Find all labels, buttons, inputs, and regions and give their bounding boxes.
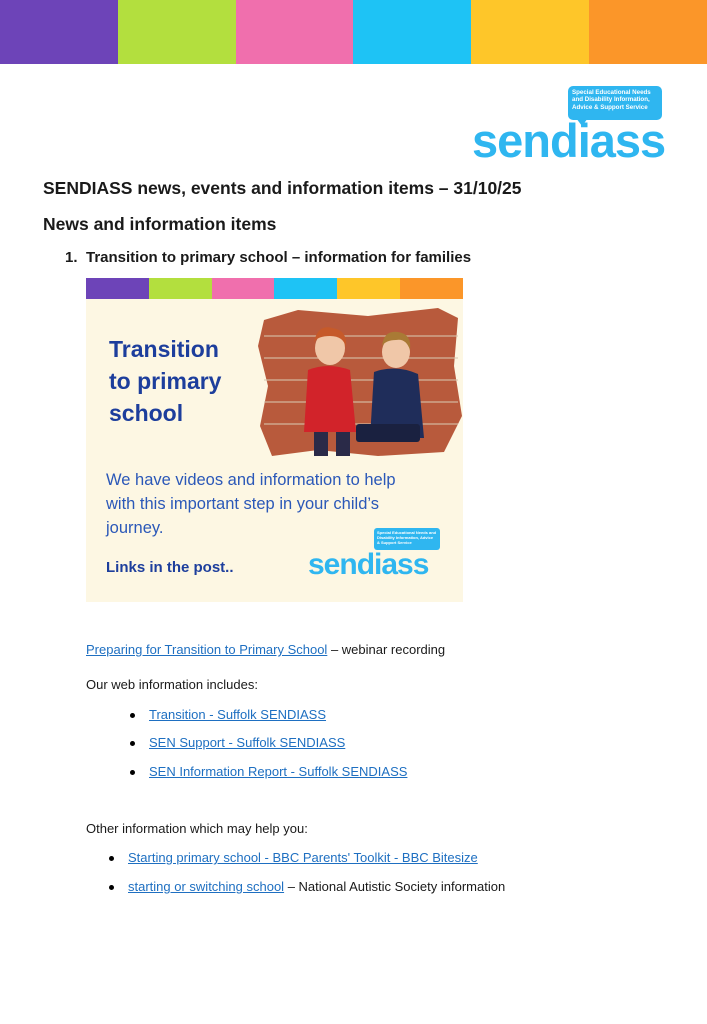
stripe-yellow [471, 0, 589, 64]
poster-color-strip [86, 278, 463, 299]
nas-suffix: – National Autistic Society information [284, 879, 506, 894]
web-link-item [149, 707, 326, 722]
bullet-dot [109, 856, 114, 861]
other-info-intro: Other information which may help you: [86, 821, 308, 836]
section-heading: News and information items [43, 214, 277, 234]
web-info-intro: Our web information includes: [86, 677, 258, 692]
poster-links-note: Links in the post.. [106, 559, 234, 576]
poster-stripe-purple [86, 278, 149, 299]
top-color-stripe [0, 0, 707, 64]
sen-support-link[interactable]: SEN Support - Suffolk SENDIASS [149, 735, 346, 750]
item-number: 1. [65, 249, 78, 266]
transition-link[interactable]: Transition - Suffolk SENDIASS [149, 707, 327, 722]
stripe-green [118, 0, 236, 64]
poster-stripe-orange [400, 278, 463, 299]
bbc-bitesize-link[interactable]: Starting primary school - BBC Parents' Toolkit - BBC Bitesize [128, 850, 478, 865]
sen-information-report-link[interactable]: SEN Information Report - Suffolk SENDIASS [149, 764, 408, 779]
item-heading [65, 249, 471, 266]
poster-title: Transition to primary school [109, 336, 222, 426]
web-link-item [149, 764, 407, 779]
bullet-dot [130, 770, 135, 775]
stripe-pink [236, 0, 354, 64]
stripe-orange [589, 0, 707, 64]
poster-stripe-green [149, 278, 212, 299]
item-title-text: Transition to primary school – information for families [86, 249, 472, 266]
transition-poster [86, 278, 463, 602]
nas-school-link[interactable]: starting or switching school [128, 879, 285, 894]
bullet-dot [130, 741, 135, 746]
poster-stripe-cyan [274, 278, 337, 299]
other-link-item [128, 879, 505, 894]
sendiass-logo [472, 86, 664, 166]
poster-logo-tagline: Special Educational Needs and Disability Information, Advice & Support Service [374, 528, 440, 550]
webinar-link[interactable]: Preparing for Transition to Primary School [86, 642, 328, 657]
web-link-item [149, 735, 345, 750]
webinar-line [86, 642, 445, 657]
poster-logo-wordmark: sendiass [308, 548, 429, 581]
children-photo-icon [258, 306, 462, 458]
webinar-suffix: – webinar recording [327, 642, 446, 657]
poster-sendiass-logo [308, 528, 458, 588]
other-link-item [128, 850, 478, 865]
stripe-cyan [353, 0, 471, 64]
document-title: SENDIASS news, events and information items – 31/10/25 [43, 178, 522, 198]
stripe-purple [0, 0, 118, 64]
poster-stripe-yellow [337, 278, 400, 299]
poster-stripe-pink [212, 278, 275, 299]
logo-wordmark: sendiass [472, 114, 666, 167]
poster-body: We have videos and information to help with this important step in your child’s journey. [106, 471, 396, 537]
logo-tagline: Special Educational Needs and Disability Information, Advice & Support Service [568, 86, 662, 120]
bullet-dot [109, 885, 114, 890]
bullet-dot [130, 713, 135, 718]
